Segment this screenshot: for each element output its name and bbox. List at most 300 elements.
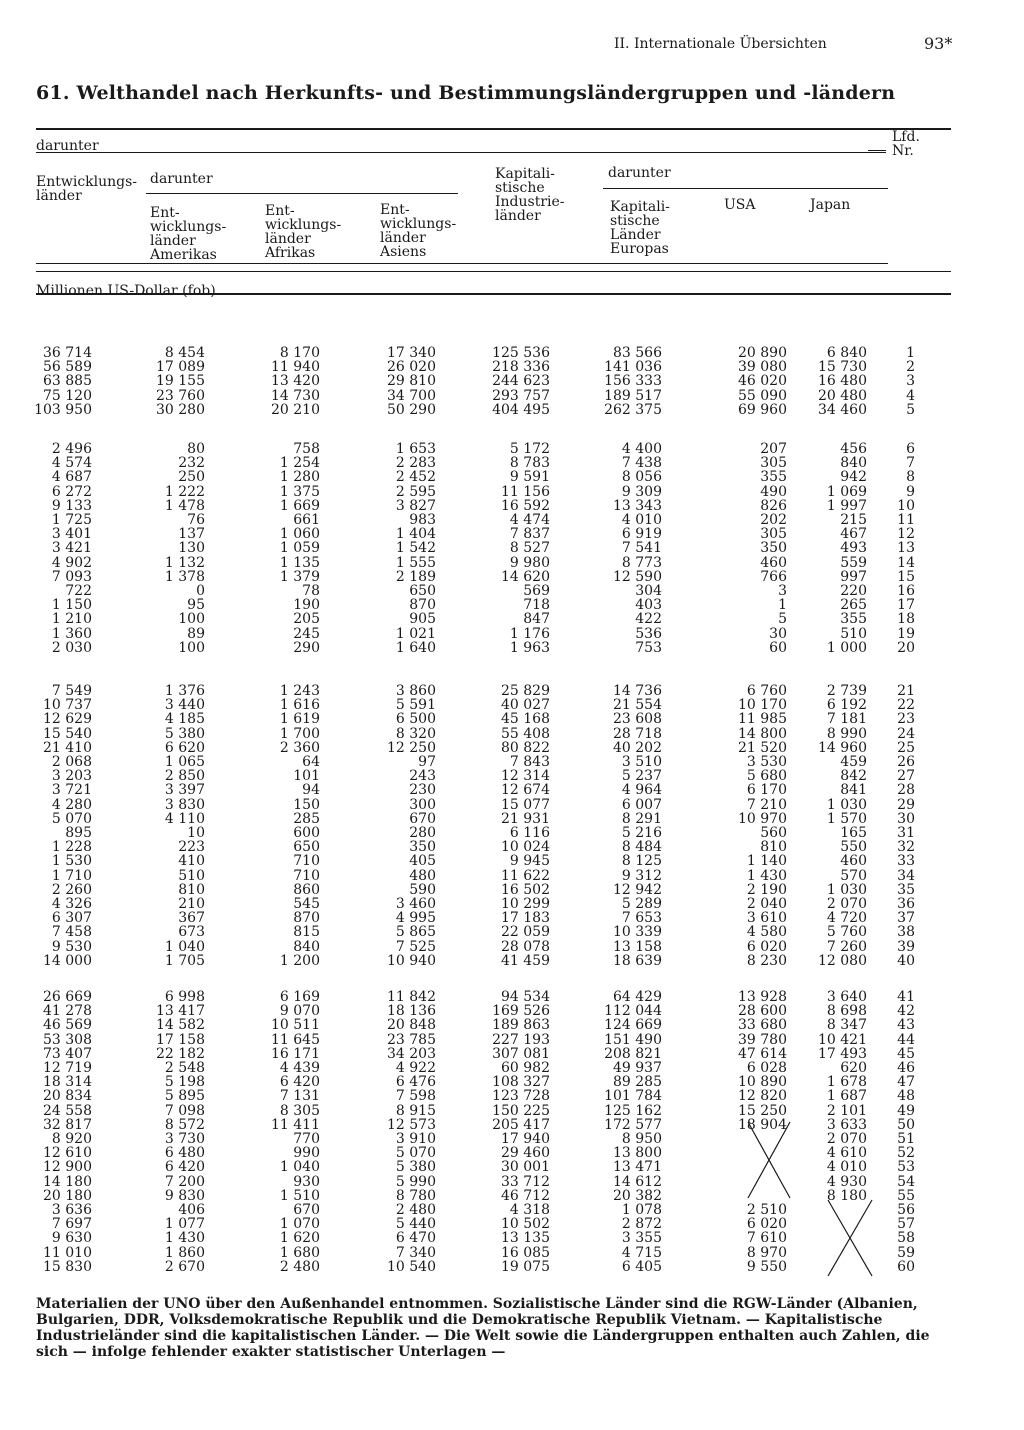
cell-kap-europas: 9 312	[621, 867, 662, 884]
cell-ent-amerikas: 100	[178, 639, 205, 656]
cell-ent-afrikas: 11 411	[271, 1116, 320, 1133]
cell-kapitalistische: 12 674	[501, 782, 550, 799]
cell-entwicklungslaender: 6 307	[51, 910, 92, 927]
cell-japan: 6 192	[826, 697, 867, 714]
cell-entwicklungslaender: 26 669	[43, 989, 92, 1005]
cell-ent-amerikas: 1 378	[164, 568, 205, 585]
cell-ent-amerikas: 406	[178, 1202, 205, 1218]
running-head: II. Internationale Übersichten	[614, 36, 827, 52]
cell-lfd-nr: 53	[897, 1159, 915, 1176]
table-row	[0, 783, 1024, 797]
cell-ent-afrikas: 10 511	[271, 1017, 320, 1034]
table-row	[0, 883, 1024, 897]
cell-ent-asiens: 2 480	[395, 1202, 436, 1218]
cell-usa: 305	[760, 455, 787, 472]
table-row	[0, 570, 1024, 584]
cell-lfd-nr: 38	[897, 924, 915, 941]
cell-ent-amerikas: 130	[178, 540, 205, 557]
cell-kap-europas: 5 216	[621, 825, 662, 841]
cell-entwicklungslaender: 4 326	[51, 896, 92, 912]
cell-kap-europas: 304	[635, 583, 662, 599]
cell-usa: 766	[760, 568, 787, 585]
table-row	[0, 1004, 1024, 1018]
cell-kapitalistische: 123 728	[492, 1088, 550, 1105]
cell-entwicklungslaender: 18 314	[43, 1074, 92, 1091]
cell-entwicklungslaender: 722	[65, 583, 92, 599]
cell-kapitalistische: 94 534	[501, 989, 550, 1005]
cell-ent-amerikas: 95	[187, 597, 205, 614]
header-rule-bottom	[36, 271, 951, 272]
table-row	[0, 541, 1024, 555]
cell-lfd-nr: 49	[897, 1102, 915, 1119]
cell-kapitalistische: 293 757	[492, 387, 550, 404]
cell-kap-europas: 8 773	[621, 554, 662, 571]
cell-usa: 3	[778, 583, 787, 599]
cell-lfd-nr: 8	[906, 469, 915, 486]
cell-ent-amerikas: 19 155	[156, 373, 205, 390]
cell-ent-afrikas: 1 059	[279, 540, 320, 557]
cell-entwicklungslaender: 12 719	[43, 1060, 92, 1076]
cell-japan: 620	[840, 1060, 867, 1076]
cell-usa: 33 680	[738, 1017, 787, 1034]
cell-ent-asiens: 870	[409, 597, 436, 614]
cell-entwicklungslaender: 63 885	[43, 373, 92, 390]
cell-ent-asiens: 5 591	[395, 697, 436, 714]
cell-ent-afrikas: 11 940	[271, 359, 320, 376]
cell-ent-amerikas: 250	[178, 469, 205, 486]
cell-kapitalistische: 21 931	[501, 810, 550, 827]
cell-ent-afrikas: 1 375	[279, 483, 320, 500]
cell-ent-asiens: 17 340	[387, 345, 436, 361]
table-row	[0, 612, 1024, 626]
cell-ent-asiens: 1 555	[395, 554, 436, 571]
cell-lfd-nr: 13	[897, 540, 915, 557]
cell-kap-europas: 5 237	[621, 768, 662, 785]
table-row	[0, 346, 1024, 360]
cell-entwicklungslaender: 11 010	[43, 1244, 92, 1261]
cell-usa: 10 970	[738, 810, 787, 827]
header-darunter-ent: darunter	[150, 171, 213, 187]
cell-ent-afrikas: 770	[293, 1131, 320, 1147]
cell-usa: 2 040	[746, 896, 787, 912]
table-row	[0, 727, 1024, 741]
cell-lfd-nr: 28	[897, 782, 915, 799]
cell-ent-afrikas: 1 510	[279, 1187, 320, 1204]
cell-entwicklungslaender: 1 210	[51, 611, 92, 628]
cell-lfd-nr: 60	[897, 1258, 915, 1275]
cell-ent-afrikas: 1 620	[279, 1230, 320, 1247]
table-row	[0, 940, 1024, 954]
cell-kap-europas: 156 333	[604, 373, 662, 390]
cell-ent-afrikas: 1 616	[279, 697, 320, 714]
cell-kap-europas: 8 950	[621, 1131, 662, 1147]
table-row	[0, 798, 1024, 812]
cell-japan: 550	[840, 839, 867, 856]
table-row	[0, 911, 1024, 925]
cell-ent-amerikas: 5 198	[164, 1074, 205, 1091]
cell-lfd-nr: 34	[897, 867, 915, 884]
table-row	[0, 1075, 1024, 1089]
cell-ent-afrikas: 290	[293, 639, 320, 656]
cell-lfd-nr: 5	[906, 401, 915, 418]
table-row	[0, 598, 1024, 612]
cell-entwicklungslaender: 9 133	[51, 497, 92, 514]
cell-usa: 6 170	[746, 782, 787, 799]
table-row	[0, 470, 1024, 484]
cell-kapitalistische: 6 116	[509, 825, 550, 841]
cell-ent-afrikas: 150	[293, 796, 320, 813]
cell-ent-amerikas: 3 730	[164, 1131, 205, 1147]
header-rule-top	[36, 128, 951, 130]
cell-japan: 8 990	[826, 725, 867, 742]
footnote: Materialien der UNO über den Außenhandel entnommen. Sozialistische Länder sind die RGW-Länder (Albanien, Bulgarien, DDR, Volksdemokratische Republik und die Demokratische Republik Vietnam. — Kapitalistische Industrieländer sind die kapitalistischen Länder. — Die Welt sowie die Ländergruppen enthalten auch Zahlen, die sich — infolge fehlender exakter statistischer Unterlagen —	[36, 1296, 930, 1360]
cell-kapitalistische: 29 460	[501, 1145, 550, 1162]
cell-ent-amerikas: 6 620	[164, 739, 205, 756]
cell-ent-amerikas: 8 454	[164, 345, 205, 361]
cell-entwicklungslaender: 75 120	[43, 387, 92, 404]
cell-ent-afrikas: 1 280	[279, 469, 320, 486]
cell-ent-afrikas: 710	[293, 853, 320, 870]
cell-ent-afrikas: 205	[293, 611, 320, 628]
table-row	[0, 684, 1024, 698]
cell-kap-europas: 28 718	[613, 725, 662, 742]
cell-kapitalistische: 404 495	[492, 401, 550, 418]
header-usa: USA	[724, 197, 756, 213]
table-row	[0, 1061, 1024, 1075]
cell-japan: 493	[840, 540, 867, 557]
cell-lfd-nr: 23	[897, 711, 915, 728]
japan-empty-cross	[822, 1198, 882, 1278]
cell-ent-asiens: 6 470	[395, 1230, 436, 1247]
cell-lfd-nr: 27	[897, 768, 915, 785]
table-row	[0, 1104, 1024, 1118]
cell-kapitalistische: 16 502	[501, 881, 550, 898]
cell-kap-europas: 208 821	[604, 1045, 662, 1062]
cell-kap-europas: 64 429	[613, 989, 662, 1005]
cell-ent-afrikas: 64	[302, 754, 320, 770]
table-row	[0, 360, 1024, 374]
cell-usa: 3 610	[746, 910, 787, 927]
cell-ent-afrikas: 870	[293, 910, 320, 927]
cell-ent-afrikas: 840	[293, 938, 320, 955]
cell-usa: 560	[760, 825, 787, 841]
cell-usa: 8 230	[746, 952, 787, 969]
cell-usa: 1 140	[746, 853, 787, 870]
cell-ent-amerikas: 1 860	[164, 1244, 205, 1261]
cell-ent-asiens: 8 320	[395, 725, 436, 742]
cell-kap-europas: 262 375	[604, 401, 662, 418]
cell-japan: 997	[840, 568, 867, 585]
cell-usa: 13 928	[738, 989, 787, 1005]
cell-ent-afrikas: 6 169	[279, 989, 320, 1005]
header-japan: Japan	[810, 197, 851, 213]
table-row	[0, 456, 1024, 470]
cell-kapitalistische: 45 168	[501, 711, 550, 728]
cell-entwicklungslaender: 1 150	[51, 597, 92, 614]
cell-ent-amerikas: 7 200	[164, 1173, 205, 1190]
cell-lfd-nr: 58	[897, 1230, 915, 1247]
cell-ent-asiens: 2 595	[395, 483, 436, 500]
cell-ent-afrikas: 1 619	[279, 711, 320, 728]
cell-japan: 7 260	[826, 938, 867, 955]
table-row	[0, 1160, 1024, 1174]
cell-lfd-nr: 9	[906, 483, 915, 500]
cell-ent-amerikas: 30 280	[156, 401, 205, 418]
cell-entwicklungslaender: 53 308	[43, 1031, 92, 1048]
cell-japan: 34 460	[818, 401, 867, 418]
cell-entwicklungslaender: 1 725	[51, 512, 92, 528]
cell-ent-amerikas: 3 830	[164, 796, 205, 813]
cell-entwicklungslaender: 2 030	[51, 639, 92, 656]
cell-japan: 570	[840, 867, 867, 884]
cell-kapitalistische: 569	[523, 583, 550, 599]
cell-ent-afrikas: 1 060	[279, 526, 320, 543]
cell-kap-europas: 189 517	[604, 387, 662, 404]
cell-kap-europas: 10 339	[613, 924, 662, 941]
cell-japan: 2 070	[826, 1131, 867, 1147]
table-row	[0, 1047, 1024, 1061]
cell-ent-afrikas: 1 680	[279, 1244, 320, 1261]
cell-entwicklungslaender: 103 950	[34, 401, 92, 418]
cell-kapitalistische: 205 417	[492, 1116, 550, 1133]
cell-ent-amerikas: 80	[187, 441, 205, 457]
cell-entwicklungslaender: 24 558	[43, 1102, 92, 1119]
cell-ent-afrikas: 661	[293, 512, 320, 528]
cell-kap-europas: 7 541	[621, 540, 662, 557]
cell-usa: 6 760	[746, 683, 787, 699]
cell-kap-europas: 5 289	[621, 896, 662, 912]
cell-lfd-nr: 25	[897, 739, 915, 756]
cell-ent-asiens: 23 785	[387, 1031, 436, 1048]
cell-japan: 2 739	[826, 683, 867, 699]
cell-ent-asiens: 29 810	[387, 373, 436, 390]
header-kap-europas: Kapitali- stische Länder Europas	[610, 199, 670, 257]
cell-ent-amerikas: 23 760	[156, 387, 205, 404]
cell-ent-afrikas: 990	[293, 1145, 320, 1162]
cell-kap-europas: 4 715	[621, 1244, 662, 1261]
cell-kap-europas: 151 490	[604, 1031, 662, 1048]
cell-ent-asiens: 7 340	[395, 1244, 436, 1261]
cell-ent-afrikas: 930	[293, 1173, 320, 1190]
cell-lfd-nr: 4	[906, 387, 915, 404]
cell-ent-asiens: 3 910	[395, 1131, 436, 1147]
cell-usa: 10 170	[738, 697, 787, 714]
cell-kapitalistische: 46 712	[501, 1187, 550, 1204]
cell-ent-amerikas: 1 376	[164, 683, 205, 699]
cell-ent-afrikas: 710	[293, 867, 320, 884]
cell-kap-europas: 1 078	[621, 1202, 662, 1218]
cell-entwicklungslaender: 36 714	[43, 345, 92, 361]
cell-kapitalistische: 80 822	[501, 739, 550, 756]
cell-ent-asiens: 2 189	[395, 568, 436, 585]
table-row	[0, 741, 1024, 755]
cell-kap-europas: 4 400	[621, 441, 662, 457]
cell-kap-europas: 172 577	[604, 1116, 662, 1133]
cell-ent-amerikas: 6 998	[164, 989, 205, 1005]
cell-ent-afrikas: 6 420	[279, 1074, 320, 1091]
cell-ent-amerikas: 223	[178, 839, 205, 856]
cell-usa: 28 600	[738, 1003, 787, 1020]
cell-japan: 1 069	[826, 483, 867, 500]
cell-japan: 4 010	[826, 1159, 867, 1176]
cell-usa: 6 028	[746, 1060, 787, 1076]
cell-usa: 5	[778, 611, 787, 628]
table-row	[0, 403, 1024, 417]
cell-usa: 47 614	[738, 1045, 787, 1062]
cell-ent-amerikas: 1 132	[164, 554, 205, 571]
cell-ent-amerikas: 232	[178, 455, 205, 472]
cell-entwicklungslaender: 12 610	[43, 1145, 92, 1162]
cell-entwicklungslaender: 14 000	[43, 952, 92, 969]
cell-usa: 7 610	[746, 1230, 787, 1247]
cell-ent-afrikas: 1 254	[279, 455, 320, 472]
cell-usa: 2 510	[746, 1202, 787, 1218]
cell-usa: 39 780	[738, 1031, 787, 1048]
cell-ent-amerikas: 137	[178, 526, 205, 543]
cell-usa: 18 904	[738, 1116, 787, 1133]
cell-japan: 12 080	[818, 952, 867, 969]
header-darunter-top: darunter	[36, 138, 99, 154]
cell-lfd-nr: 40	[897, 952, 915, 969]
header-rule-kap-darunter	[603, 188, 888, 189]
cell-kapitalistische: 218 336	[492, 359, 550, 376]
cell-kap-europas: 14 736	[613, 683, 662, 699]
cell-entwicklungslaender: 2 260	[51, 881, 92, 898]
cell-ent-amerikas: 7 098	[164, 1102, 205, 1119]
cell-ent-asiens: 1 640	[395, 639, 436, 656]
cell-kapitalistische: 7 837	[509, 526, 550, 543]
cell-ent-asiens: 11 842	[387, 989, 436, 1005]
cell-kap-europas: 124 669	[604, 1017, 662, 1034]
cell-lfd-nr: 18	[897, 611, 915, 628]
cell-ent-asiens: 5 865	[395, 924, 436, 941]
cell-usa: 350	[760, 540, 787, 557]
cell-entwicklungslaender: 4 280	[51, 796, 92, 813]
cell-ent-amerikas: 1 040	[164, 938, 205, 955]
cell-ent-asiens: 350	[409, 839, 436, 856]
cell-kap-europas: 7 653	[621, 910, 662, 927]
cell-lfd-nr: 48	[897, 1088, 915, 1105]
cell-japan: 220	[840, 583, 867, 599]
cell-japan: 8 180	[826, 1187, 867, 1204]
cell-ent-amerikas: 1 077	[164, 1216, 205, 1233]
cell-ent-asiens: 8 780	[395, 1187, 436, 1204]
cell-ent-afrikas: 2 480	[279, 1258, 320, 1275]
cell-lfd-nr: 41	[897, 989, 915, 1005]
cell-kap-europas: 89 285	[613, 1074, 662, 1091]
header-entwicklungslaender: Entwicklungs- länder	[36, 174, 138, 204]
cell-lfd-nr: 31	[897, 825, 915, 841]
cell-kapitalistische: 60 982	[501, 1060, 550, 1076]
cell-kapitalistische: 16 085	[501, 1244, 550, 1261]
cell-japan: 4 720	[826, 910, 867, 927]
table-row	[0, 485, 1024, 499]
cell-entwicklungslaender: 10 737	[43, 697, 92, 714]
cell-entwicklungslaender: 7 697	[51, 1216, 92, 1233]
cell-kapitalistische: 14 620	[501, 568, 550, 585]
cell-kapitalistische: 189 863	[492, 1017, 550, 1034]
cell-ent-amerikas: 22 182	[156, 1045, 205, 1062]
cell-japan: 8 347	[826, 1017, 867, 1034]
cell-lfd-nr: 24	[897, 725, 915, 742]
cell-kapitalistische: 8 783	[509, 455, 550, 472]
cell-kapitalistische: 169 526	[492, 1003, 550, 1020]
cell-ent-amerikas: 6 480	[164, 1145, 205, 1162]
cell-entwicklungslaender: 4 687	[51, 469, 92, 486]
cell-ent-asiens: 6 500	[395, 711, 436, 728]
cell-lfd-nr: 6	[906, 441, 915, 457]
cell-kapitalistische: 10 502	[501, 1216, 550, 1233]
cell-lfd-nr: 16	[897, 583, 915, 599]
cell-kap-europas: 13 800	[613, 1145, 662, 1162]
cell-lfd-nr: 54	[897, 1173, 915, 1190]
cell-ent-afrikas: 758	[293, 441, 320, 457]
cell-lfd-nr: 37	[897, 910, 915, 927]
cell-kap-europas: 141 036	[604, 359, 662, 376]
cell-japan: 467	[840, 526, 867, 543]
cell-ent-asiens: 1 021	[395, 625, 436, 642]
cell-lfd-nr: 51	[897, 1131, 915, 1147]
cell-kapitalistische: 15 077	[501, 796, 550, 813]
cell-usa: 20 890	[738, 345, 787, 361]
cell-ent-asiens: 12 573	[387, 1116, 436, 1133]
cell-usa: 5 680	[746, 768, 787, 785]
cell-ent-asiens: 97	[418, 754, 436, 770]
cell-entwicklungslaender: 1 360	[51, 625, 92, 642]
cell-ent-afrikas: 101	[293, 768, 320, 785]
cell-japan: 510	[840, 625, 867, 642]
cell-usa: 30	[769, 625, 787, 642]
cell-ent-asiens: 34 203	[387, 1045, 436, 1062]
cell-usa: 2 190	[746, 881, 787, 898]
cell-japan: 20 480	[818, 387, 867, 404]
cell-kapitalistische: 30 001	[501, 1159, 550, 1176]
cell-ent-amerikas: 2 670	[164, 1258, 205, 1275]
cell-lfd-nr: 26	[897, 754, 915, 770]
cell-usa: 46 020	[738, 373, 787, 390]
cell-kapitalistische: 307 081	[492, 1045, 550, 1062]
cell-kap-europas: 18 639	[613, 952, 662, 969]
cell-ent-asiens: 10 540	[387, 1258, 436, 1275]
table-row	[0, 954, 1024, 968]
cell-ent-afrikas: 545	[293, 896, 320, 912]
cell-japan: 4 610	[826, 1145, 867, 1162]
cell-japan: 265	[840, 597, 867, 614]
cell-japan: 17 493	[818, 1045, 867, 1062]
cell-lfd-nr: 2	[906, 359, 915, 376]
cell-ent-asiens: 26 020	[387, 359, 436, 376]
cell-ent-amerikas: 3 397	[164, 782, 205, 799]
cell-kap-europas: 9 309	[621, 483, 662, 500]
cell-entwicklungslaender: 12 900	[43, 1159, 92, 1176]
cell-kapitalistische: 847	[523, 611, 550, 628]
cell-ent-asiens: 300	[409, 796, 436, 813]
cell-japan: 842	[840, 768, 867, 785]
cell-ent-asiens: 20 848	[387, 1017, 436, 1034]
cell-kapitalistische: 10 299	[501, 896, 550, 912]
cell-kap-europas: 8 291	[621, 810, 662, 827]
cell-japan: 2 070	[826, 896, 867, 912]
cell-kap-europas: 536	[635, 625, 662, 642]
cell-lfd-nr: 19	[897, 625, 915, 642]
cell-ent-afrikas: 245	[293, 625, 320, 642]
cell-ent-afrikas: 600	[293, 825, 320, 841]
cell-ent-amerikas: 4 110	[164, 810, 205, 827]
cell-entwicklungslaender: 3 636	[51, 1202, 92, 1218]
cell-kap-europas: 753	[635, 639, 662, 656]
table-row	[0, 1146, 1024, 1160]
cell-lfd-nr: 15	[897, 568, 915, 585]
